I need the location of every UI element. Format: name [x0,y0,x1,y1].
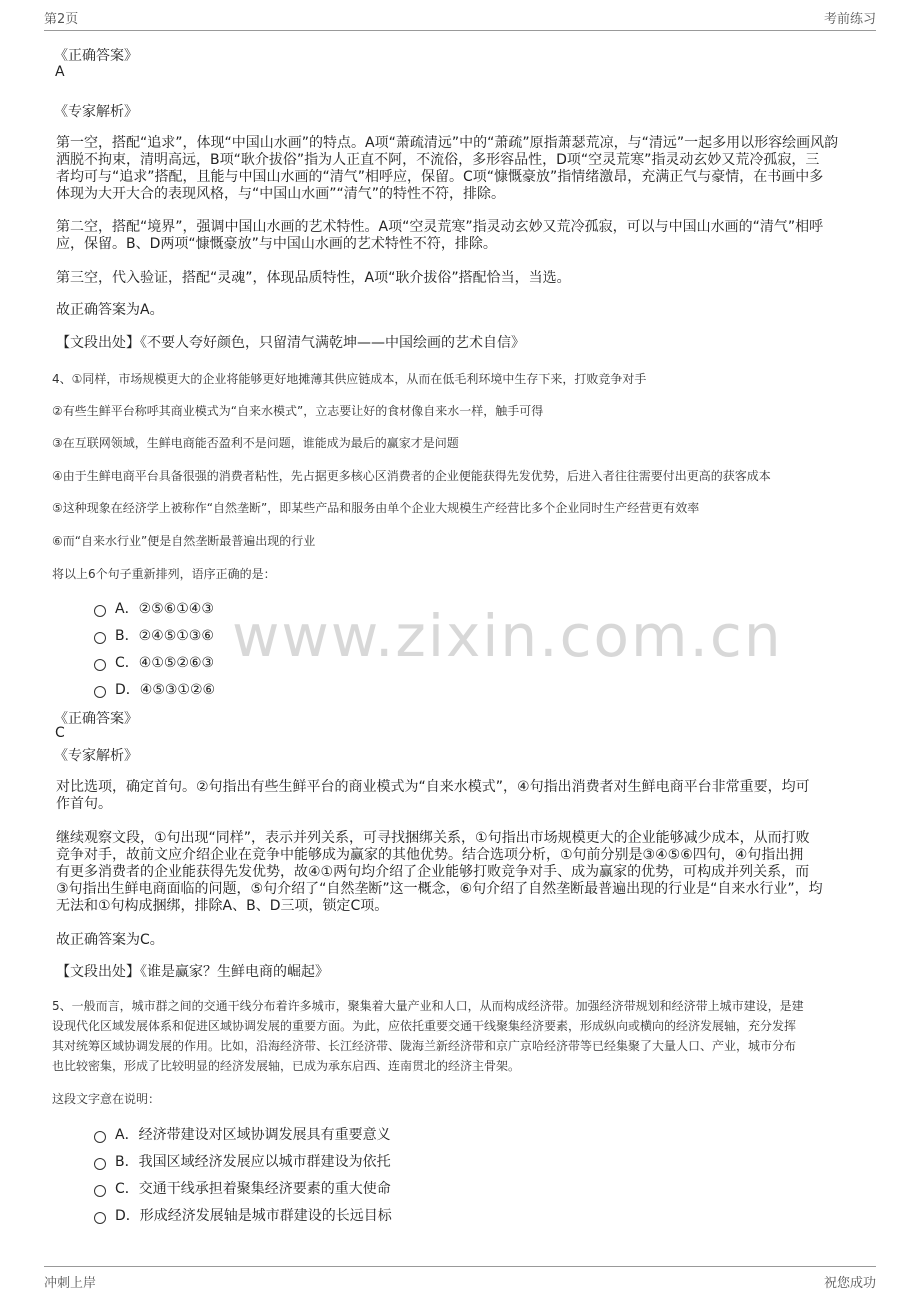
watermark: www.zixin.com.cn [232,602,783,670]
radio-icon[interactable] [94,1185,106,1197]
analysis-paragraph [56,830,876,915]
option-b[interactable] [94,1151,391,1171]
text-line: ③句指出生鲜电商面临的问题，⑤句介绍了“自然垄断”这一概念，⑥句介绍了自然垄断最普遍出现的行业是“自来水行业”，均 [56,881,823,897]
text-line: 设现代化区域发展体系和促进区域协调发展的重要方面。为此，应依托重要交通干线聚集经济要素，形成纵向或横向的经济发展轴，充分发挥 [52,1019,797,1033]
radio-icon[interactable] [94,1131,106,1143]
radio-icon[interactable] [94,1158,106,1170]
conclusion: 故正确答案为C。 [56,932,164,948]
text-line: 洒脱不拘束，清明高远，B项“耿介拔俗”指为人正直不阿，不流俗，多形容品性，D项“空灵荒寒”指灵动玄妙又荒冷孤寂，三 [56,152,820,168]
option-a[interactable] [94,598,214,618]
radio-icon[interactable] [94,659,106,671]
text-line: 作首句。 [56,796,112,812]
question-sentence: ②有些生鲜平台称呼其商业模式为“自来水模式”，立志要让好的食材像自来水一样，触手可得 [52,404,544,418]
answer-value: C [55,725,65,741]
option-label: C．交通干线承担着聚集经济要素的重大使命 [115,1181,391,1197]
analysis-paragraph [56,135,876,203]
answer-label: 《正确答案》 [54,48,138,64]
option-d[interactable] [94,1205,392,1225]
footer-rule [44,1266,876,1267]
text-line: 也比较密集，形成了比较明显的经济发展轴，已成为承东启西、连南贯北的经济主骨架。 [52,1059,521,1073]
option-label: B．②④⑤①③⑥ [115,628,214,644]
question-sentence: ⑤这种现象在经济学上被称作“自然垄断”，即某些产品和服务由单个企业大规模生产经营比多个企业同时生产经营更有效率 [52,501,700,515]
question-text [52,996,878,1076]
option-label: D．④⑤③①②⑥ [115,682,216,698]
option-label: A．经济带建设对区域协调发展具有重要意义 [115,1127,391,1143]
text-line: 第一空，搭配“追求”，体现“中国山水画”的特点。A项“萧疏清远”中的“萧疏”原指萧瑟荒凉，与“清远”一起多用以形容绘画风韵 [56,135,839,151]
page-number: 第2页 [44,12,79,27]
option-c[interactable] [94,1178,391,1198]
question-sentence: ⑥而“自来水行业”便是自然垄断最普遍出现的行业 [52,534,316,548]
conclusion: 故正确答案为A。 [56,302,164,318]
option-b[interactable] [94,625,214,645]
option-label: C．④①⑤②⑥③ [115,655,215,671]
radio-icon[interactable] [94,686,106,698]
answer-value: A [55,64,65,80]
question-sentence: ③在互联网领域，生鲜电商能否盈利不是问题，谁能成为最后的赢家才是问题 [52,436,459,450]
text-line: 体现为大开大合的表现风格，与“中国山水画”“清气”的特性不符，排除。 [56,186,506,202]
analysis-label: 《专家解析》 [54,748,138,764]
text-line: 者均可与“追求”搭配，且能与中国山水画的“清气”相呼应，保留。C项“慷慨豪放”指情绪激昂，充满正气与豪情，在书画中多 [56,169,824,185]
option-a[interactable] [94,1124,391,1144]
question-prompt: 将以上6个句子重新排列，语序正确的是： [52,567,276,581]
question-prompt: 这段文字意在说明： [52,1092,161,1106]
footer-right: 祝您成功 [823,1276,876,1291]
analysis-paragraph: 第三空，代入验证，搭配“灵魂”，体现品质特性，A项“耿介拔俗”搭配恰当，当选。 [56,270,571,286]
text-line: 有更多消费者的企业能获得先发优势，故④①两句均介绍了企业能够打败竞争对手、成为赢家的优势，可构成并列关系，而 [56,864,810,880]
text-line: 应，保留。B、D两项“慷慨豪放”与中国山水画的艺术特性不符，排除。 [56,236,497,252]
option-label: A．②⑤⑥①④③ [115,601,214,617]
analysis-paragraph [56,219,876,253]
text-line: 继续观察文段，①句出现“同样”，表示并列关系，可寻找捆绑关系，①句指出市场规模更大的企业能够减少成本，从而打败 [56,830,810,846]
answer-label: 《正确答案》 [54,711,138,727]
text-line: 竞争对手，故前文应介绍企业在竞争中能够成为赢家的其他优势。结合选项分析，①句前分别是③④⑤⑥四句，④句指出拥 [56,847,804,863]
text-line: 无法和①句构成捆绑，排除A、B、D三项，锁定C项。 [56,898,389,914]
option-c[interactable] [94,652,214,672]
radio-icon[interactable] [94,605,106,617]
question-sentence: 4、①同样，市场规模更大的企业将能够更好地摊薄其供应链成本，从而在低毛利环境中生存下来，打败竞争对手 [52,372,647,386]
source-citation: 【文段出处】《谁是赢家？生鲜电商的崛起》 [56,964,329,980]
text-line: 其对统筹区域协调发展的作用。比如，沿海经济带、长江经济带、陇海兰新经济带和京广京哈经济带等已经集聚了大量人口、产业，城市分布 [52,1039,797,1053]
text-line: 对比选项，确定首句。②句指出有些生鲜平台的商业模式为“自来水模式”，④句指出消费者对生鲜电商平台非常重要，均可 [56,779,810,795]
question-sentence: ④由于生鲜电商平台具备很强的消费者粘性，先占据更多核心区消费者的企业便能获得先发优势，后进入者往往需要付出更高的获客成本 [52,469,771,483]
analysis-paragraph [56,779,876,813]
text-line: 第二空，搭配“境界”，强调中国山水画的艺术特性。A项“空灵荒寒”指灵动玄妙又荒冷孤寂，可以与中国山水画的“清气”相呼 [56,219,824,235]
footer-left: 冲刺上岸 [44,1276,97,1291]
analysis-label: 《专家解析》 [54,104,138,120]
header-title: 考前练习 [823,12,876,27]
header-rule [44,30,876,31]
option-label: B．我国区域经济发展应以城市群建设为依托 [115,1154,391,1170]
text-line: 5、一般而言，城市群之间的交通干线分布着许多城市，聚集着大量产业和人口，从而构成经济带。加强经济带规划和经济带上城市建设，是建 [52,999,804,1013]
radio-icon[interactable] [94,632,106,644]
source-citation: 【文段出处】《不要人夸好颜色，只留清气满乾坤——中国绘画的艺术自信》 [56,335,525,351]
radio-icon[interactable] [94,1212,106,1224]
option-d[interactable] [94,679,215,699]
option-label: D．形成经济发展轴是城市群建设的长远目标 [115,1208,392,1224]
